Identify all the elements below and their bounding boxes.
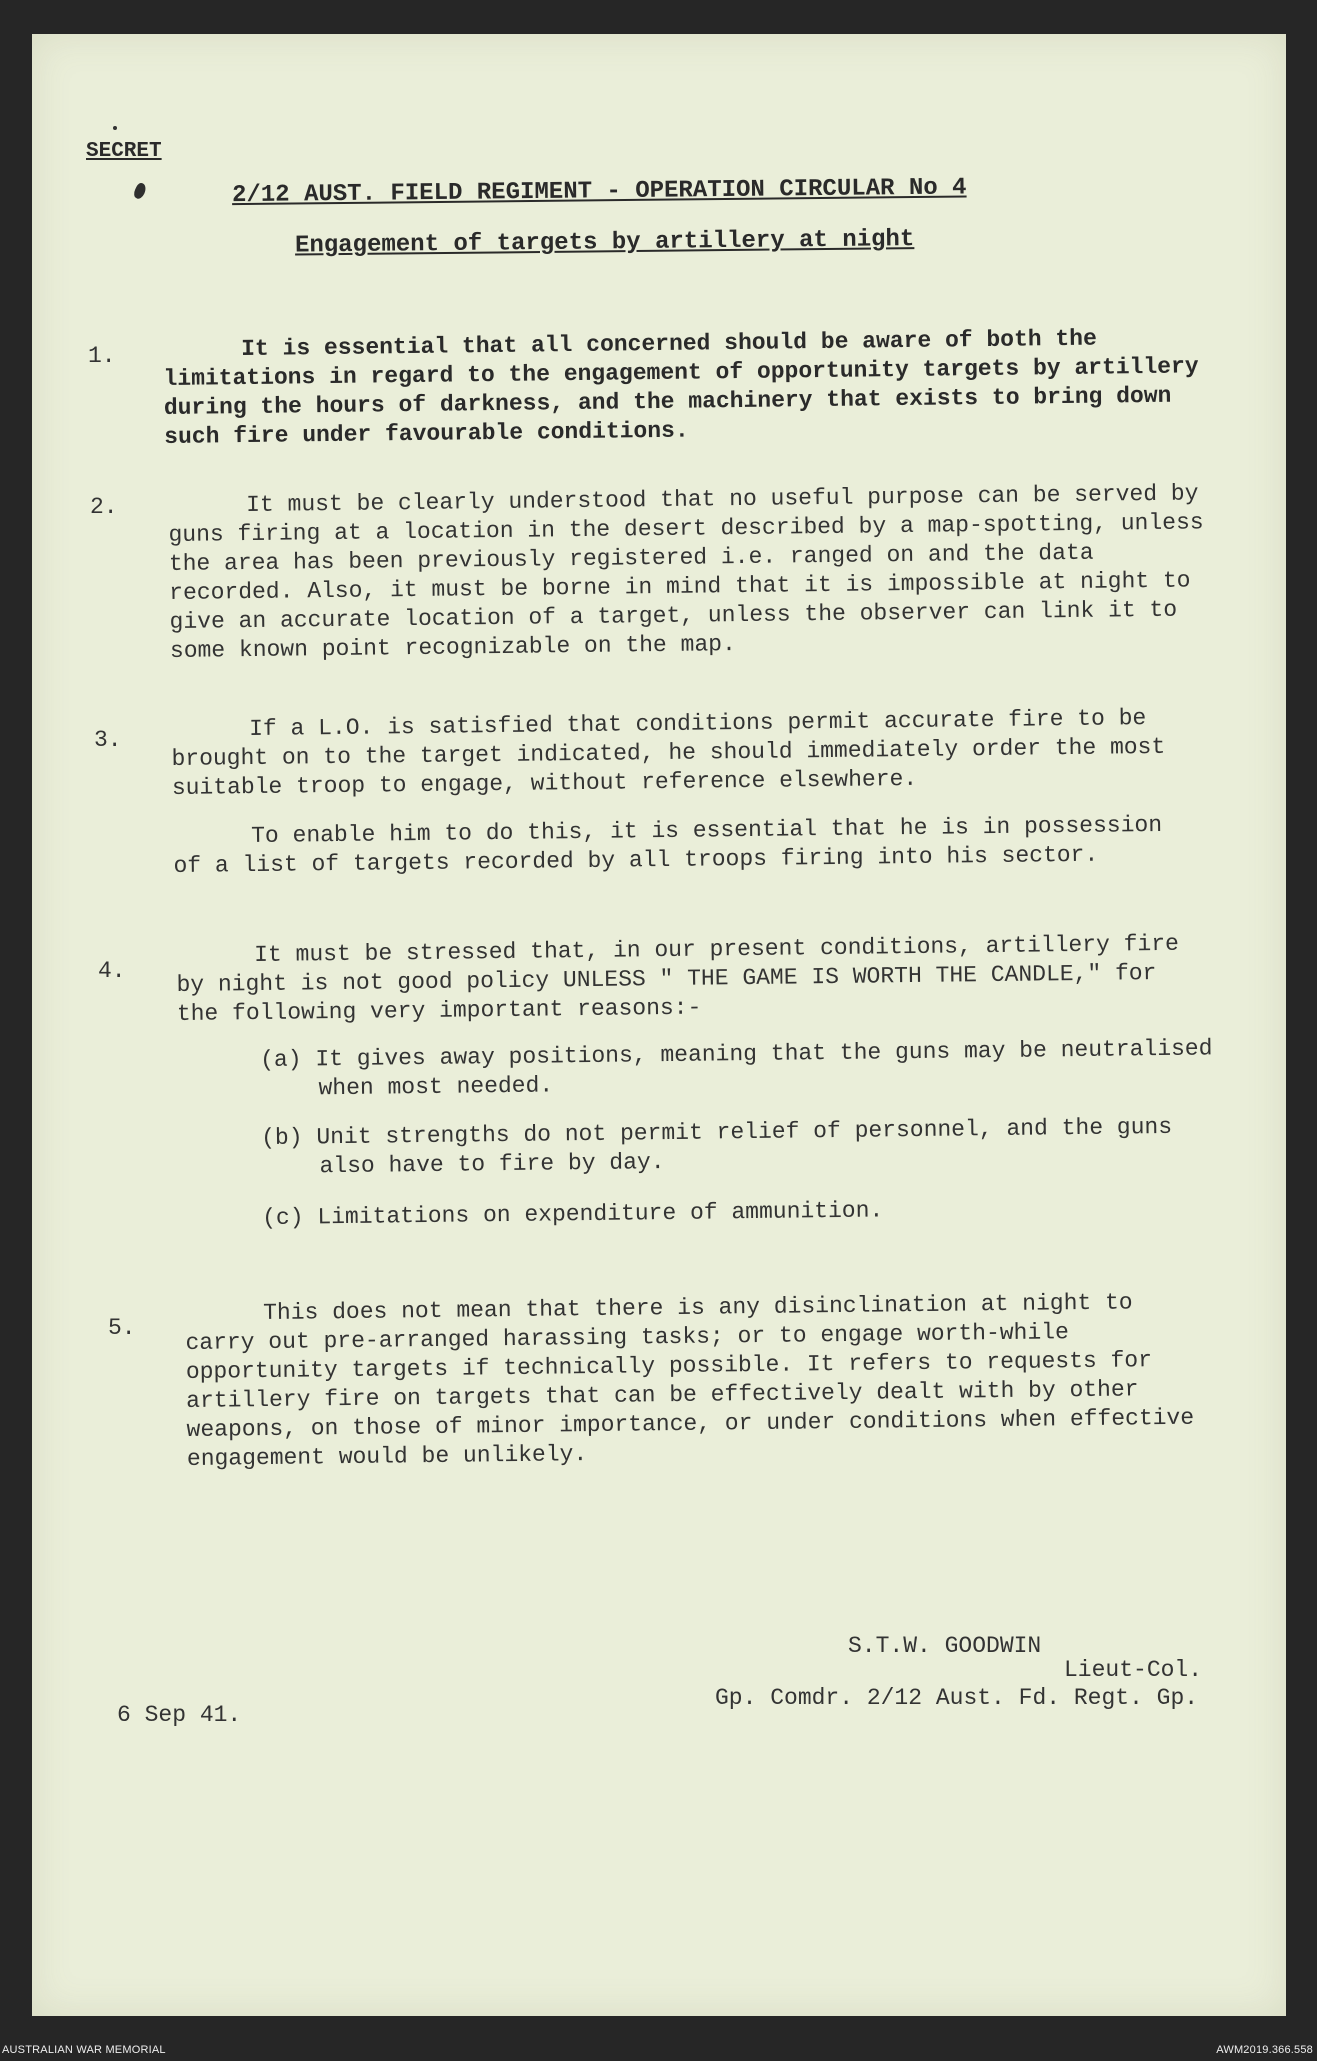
paragraph-number: 4. <box>98 958 126 984</box>
signatory-name: S.T.W. GOODWIN <box>848 1633 1042 1659</box>
document-subtitle: Engagement of targets by artillery at night <box>294 226 915 260</box>
paragraph-number: 2. <box>90 494 118 520</box>
paragraph-1: It is essential that all concerned should be aware of both the limitations in regard to the engagement of opportunity targets by artillery during the hours of darkness, and the machinery that exists to bring down such fire under favourable conditions. <box>163 325 1199 450</box>
archive-credit: AUSTRALIAN WAR MEMORIAL <box>2 2044 166 2056</box>
paragraph-number: 3. <box>94 727 122 753</box>
paragraph-4: It must be stressed that, in our present conditions, artillery fire by night is not good policy UNLESS " THE GAME IS WORTH THE CANDLE," for the following very important reasons:- <box>176 930 1180 1027</box>
document-title: 2/12 AUST. FIELD REGIMENT - OPERATION CIRCULAR No 4 <box>231 174 967 210</box>
paragraph-5: This does not mean that there is any disinclination at night to carry out pre-arranged harassing tasks; or to engage worth-while opportunity targets if technically possible. It refers to requests for artillery fire on targets that can be effectively dealt with by other weapons, on those of minor importance, or under conditions when effective engagement would be unlikely. <box>185 1289 1195 1472</box>
paragraph-number: 5. <box>108 1315 136 1341</box>
paragraph-number: 1. <box>88 343 116 369</box>
signatory-appointment: Gp. Comdr. 2/12 Aust. Fd. Regt. Gp. <box>715 1685 1199 1711</box>
document-date: 6 Sep 41. <box>117 1702 242 1728</box>
paragraph-2: It must be clearly understood that no useful purpose can be served by guns firing at a location in the desert described by a map-spotting, unless the area has been previously registered i.e. ranged on and the data recorded. Also, it must be borne in mind that it is impossible at night to give an accurate location of a target, unless the observer can link it to some known point recognizable on the map. <box>168 480 1204 664</box>
reason-b: (b) Unit strengths do not permit relief of personnel, and the guns also have to fire by day. <box>261 1113 1173 1180</box>
ink-speck <box>113 126 117 130</box>
archive-reference: AWM2019.366.558 <box>1216 2044 1313 2056</box>
paragraph-3-continuation: To enable him to do this, it is essential that he is in possession of a list of targets recorded by all troops firing into his sector. <box>173 811 1163 879</box>
signatory-rank: Lieut-Col. <box>1064 1657 1203 1683</box>
reason-a: (a) It gives away positions, meaning that the guns may be neutralised when most needed. <box>260 1035 1213 1102</box>
paragraph-3: If a L.O. is satisfied that conditions permit accurate fire to be brought on to the target indicated, he should immediately order the most suitable troop to engage, without reference elsewhere. <box>171 705 1166 801</box>
classification-label: SECRET <box>86 140 162 163</box>
reason-c: (c) Limitations on expenditure of ammunition. <box>262 1197 884 1231</box>
